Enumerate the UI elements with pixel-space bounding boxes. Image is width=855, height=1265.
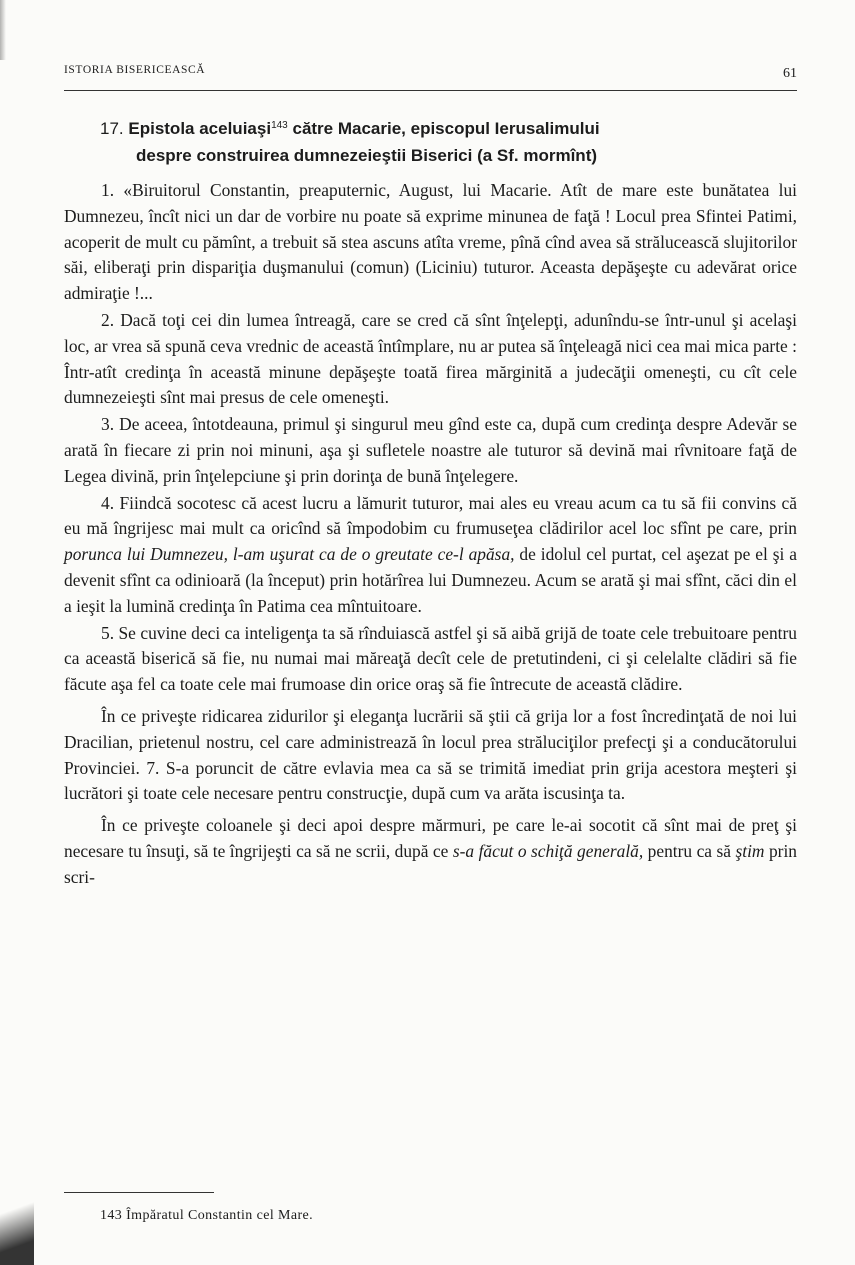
paragraph-3: 3. De aceea, întotdeauna, primul şi singurul meu gînd este ca, după cum credinţa despre Adevăr se arată în fiecare zi prin noi minuni, aşa şi sufletele noastre ale tuturor să devină mai rîvnitoare faţă de Legea divină, prin înţelepciune şi prin dorinţa de bună înţelegere. — [64, 414, 797, 486]
paragraph-4-italic: porunca lui Dumnezeu, l-am uşurat ca de o greutate ce-l apăsa, — [64, 544, 515, 565]
page-header — [64, 64, 797, 91]
paragraph-7-text-mid: pentru ca să — [643, 840, 736, 861]
paragraph-6: În ce priveşte ridicarea zidurilor şi eleganţa lucrării să ştii că grija lor a fost încredinţată de noi lui Dracilian, prietenul nostru, cel care administrează în locul prea străluciţilor prefecţi şi a conducătorului Provinciei. 7. S-a poruncit de către evlavia mea ca să se trimită imediat prin grija acestora meşteri şi lucrători şi toate cele necesare pentru construcţie, după cum va arăta iscusinţa ta. — [64, 705, 797, 804]
footnote-ref: 143 — [271, 120, 288, 131]
footnote-divider — [64, 1192, 214, 1193]
document-title — [100, 112, 795, 169]
title-line1-rest: către Macarie, episcopul Ierusalimului — [292, 119, 600, 138]
footnote: 143 Împăratul Constantin cel Mare. — [100, 1208, 314, 1223]
title-line1: Epistola aceluiaşi — [128, 119, 272, 138]
paragraph-7-text: În ce priveşte coloanele şi deci apoi despre mărmuri, pe care le-ai socotit că sînt mai de preţ şi necesare tu însuţi, să te îngrijeşti ca să ne scrii, după ce — [64, 815, 797, 861]
running-head: ISTORIA BISERICEASCĂ — [64, 64, 206, 76]
scan-shadow-bottom — [0, 1180, 34, 1265]
page-number: 61 — [783, 66, 797, 81]
paragraph-7-italic: s-a făcut o schiţă generală, — [452, 840, 644, 861]
paragraph-1: 1. «Biruitorul Constantin, preaputernic, August, lui Macarie. Atît de mare este bunătatea lui Dumnezeu, încît nici un dar de vorbire nu poate să exprime minunea de faţă ! Locul prea Sfintei Patimi, acoperit de mult cu pămînt, a trebuit să stea ascuns atîta vreme, pînă cînd avea să strălucească slujitorilor săi, eliberaţi prin dispariţia duşmanului (comun) (Liciniu) tuturor. Aceasta depăşeşte cu adevărat orice admiraţie !... — [64, 180, 797, 304]
scan-shadow-top — [0, 0, 6, 60]
body-text — [64, 178, 797, 892]
paragraph-4-text-end: de idolul cel purtat, cel aşezat pe el şi a devenit sfînt ca odinioară (la început) prin hotărîrea lui Dumnezeu. Acum se arată şi mai sfînt, căci din el a ieşit la lumină credinţa în Patima cea mîntuitoare. — [64, 544, 797, 616]
paragraph-7-text-tail: prin scri- — [64, 840, 797, 887]
paragraph-5: 5. Se cuvine deci ca inteligenţa ta să rînduiască astfel şi să aibă grijă de toate cele trebuitoare pentru ca această biserică să fie, nu numai mai măreaţă decît cele de pretutindeni, ci şi celelalte clădiri să fie făcute aşa fel ca toate cele mai frumoase din orice oraş să fie întrecute de această clădire. — [64, 622, 797, 695]
title-line2: despre construirea dumnezeieştii Biserici (a Sf. mormînt) — [136, 146, 598, 165]
paragraph-2: 2. Dacă toţi cei din lumea întreagă, care se cred că sînt înţelepţi, adunîndu-se într-unul şi acelaşi loc, ar vrea să spună ceva vrednic de această întîmplare, nu ar putea să înţeleagă nici cea mai mica parte : Într-atît credinţa în această minune depăşeşte toată firea mărginită a judecăţii omeneşti, cu cît cele dumnezeieşti sînt mai presus de cele omeneşti. — [64, 309, 797, 408]
paragraph-7-italic-2: ştim — [735, 840, 765, 861]
paragraph-4-text: 4. Fiindcă socotesc că acest lucru a lămurit tuturor, mai ales eu vreau acum ca tu să fii convins că eu mă îngrijesc mai mult ca oricînd să împodobim cu frumuseţea clădirilor acel loc sfînt pe care, prin — [64, 492, 797, 539]
paragraph-4 — [64, 491, 797, 620]
paragraph-7 — [64, 813, 797, 890]
document-number: 17. — [100, 119, 124, 138]
